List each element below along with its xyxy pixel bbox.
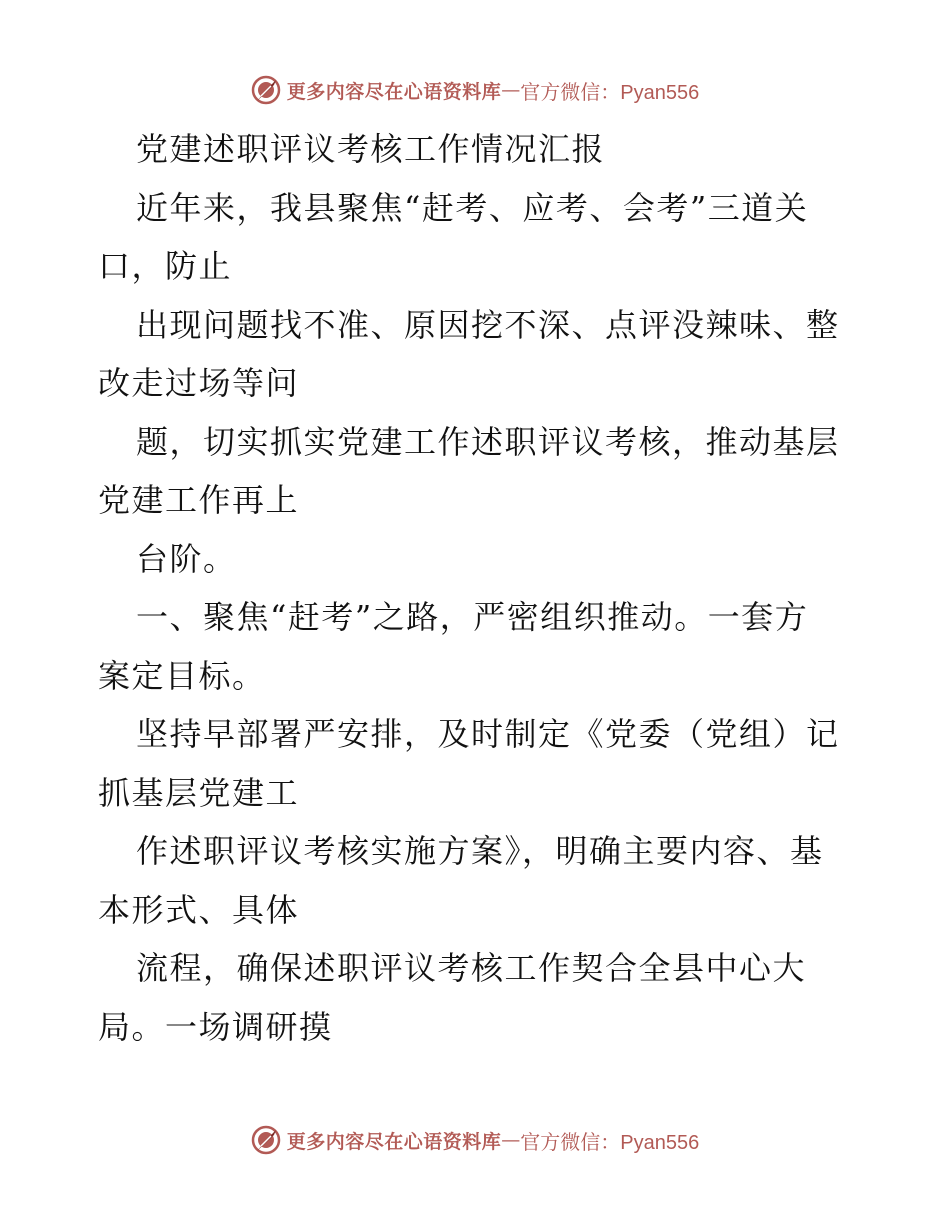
document-title: 党建述职评议考核工作情况汇报	[136, 130, 606, 168]
paragraph-line: 出现问题找不准、原因挖不深、点评没辣味、整	[136, 305, 840, 344]
paragraph-line: 近年来，我县聚焦“赶考、应考、会考”三道关	[136, 188, 809, 227]
paragraph-line: 党建工作再上	[98, 481, 300, 519]
banner-separator: —	[501, 79, 521, 101]
paragraph-line: 流程，确保述职评议考核工作契合全县中心大	[136, 949, 807, 987]
paragraph-line: 抓基层党建工	[98, 773, 300, 812]
paragraph-line: 口，防止	[98, 247, 233, 285]
section-heading-line: 一、聚焦“赶考”之路，严密组织推动。一套方	[136, 598, 809, 636]
banner-text: 更多内容尽在心语资料库	[286, 1130, 502, 1153]
banner-account: 官方微信：Pyan556	[520, 81, 700, 104]
paragraph-line: 题，切实抓实党建工作述职评议考核，推动基层	[136, 422, 840, 461]
paragraph-line: 作述职评议考核实施方案》，明确主要内容、基	[136, 832, 824, 870]
banner-text: 更多内容尽在心语资料库	[286, 80, 502, 103]
quill-pen-logo-icon	[251, 1125, 281, 1155]
paragraph-line: 改走过场等问	[98, 364, 300, 402]
section-heading-line: 案定目标。	[98, 656, 266, 695]
banner-account: 官方微信：Pyan556	[520, 1131, 700, 1154]
paragraph-line: 局。一场调研摸	[98, 1007, 333, 1046]
banner-separator: —	[501, 1129, 521, 1151]
document-body	[98, 120, 858, 1056]
paragraph-line: 台阶。	[136, 539, 237, 578]
footer-banner	[0, 1120, 950, 1160]
paragraph-line: 坚持早部署严安排，及时制定《党委（党组）记	[136, 715, 840, 753]
quill-pen-logo-icon	[251, 75, 281, 105]
paragraph-line: 本形式、具体	[98, 890, 300, 929]
header-banner	[0, 70, 950, 110]
